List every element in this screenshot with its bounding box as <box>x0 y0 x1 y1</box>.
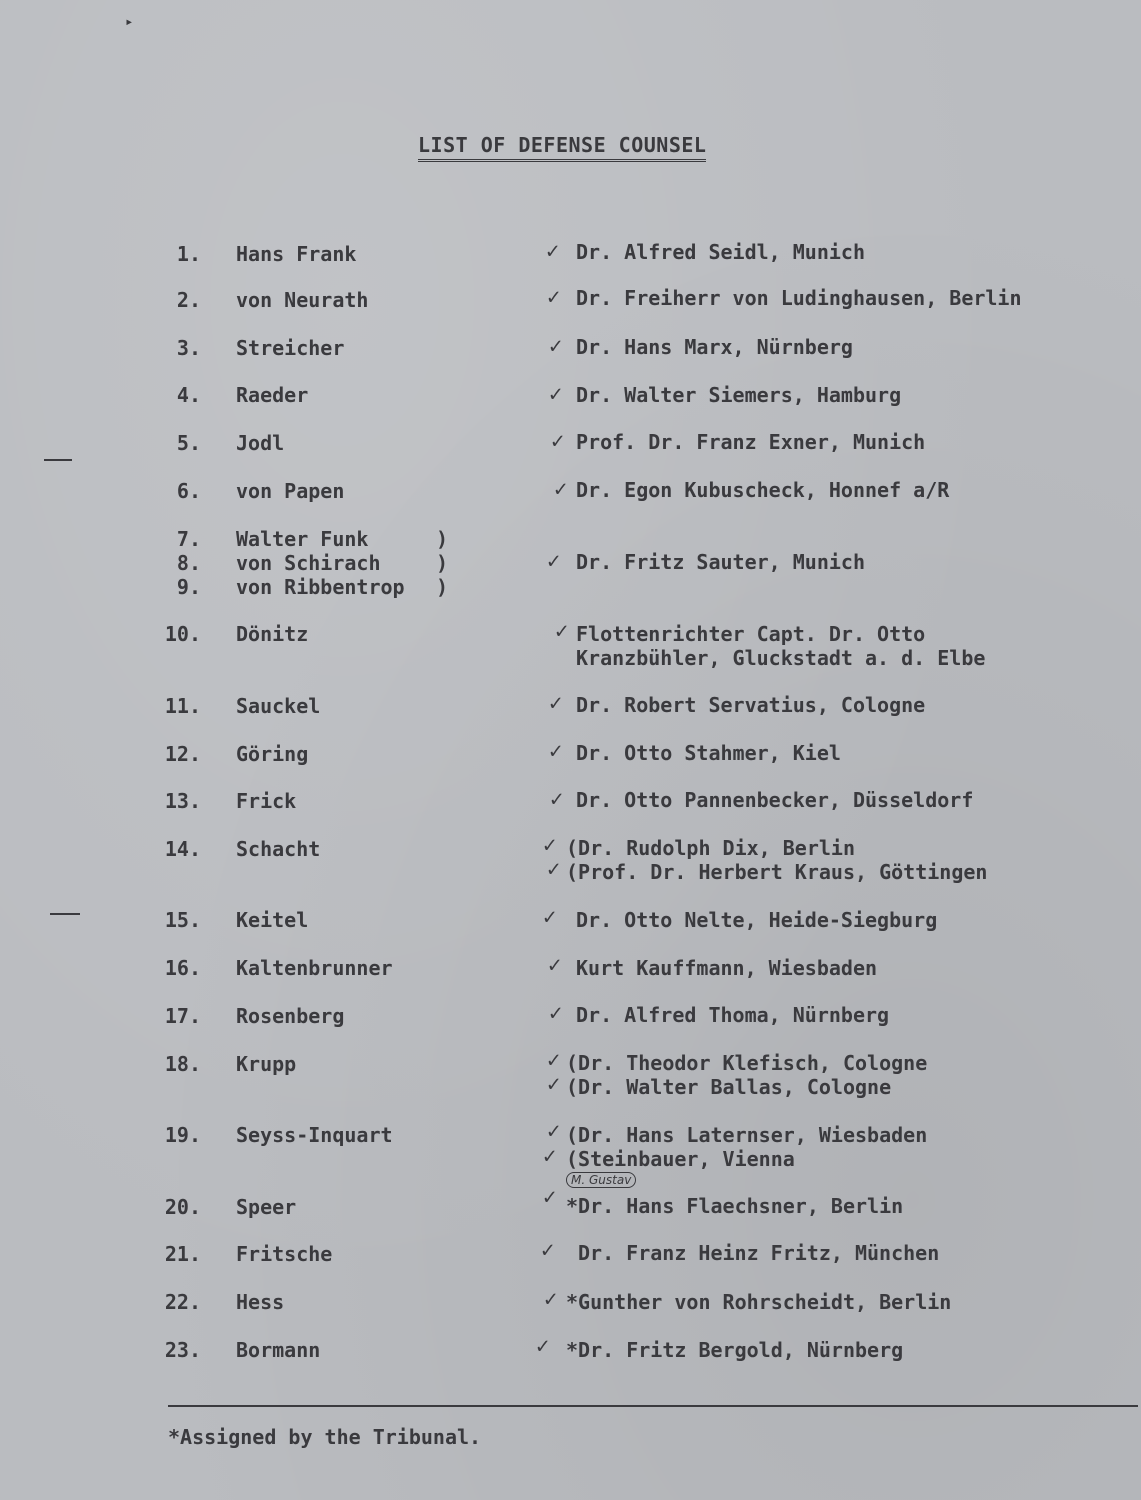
entry-counsel: Dr. Egon Kubuscheck, Honnef a/R <box>576 478 950 502</box>
entry-defendant: Seyss-Inquart <box>236 1123 393 1147</box>
entry-defendant: Schacht <box>236 837 321 861</box>
entry-counsel: Prof. Dr. Franz Exner, Munich <box>576 430 926 454</box>
check-mark-icon: ✓ <box>547 1119 561 1144</box>
entry-number: 4. <box>176 383 201 407</box>
entry-counsel: Dr. Freiherr von Ludinghausen, Berlin <box>576 286 1022 310</box>
entry-counsel: (Dr. Theodor Klefisch, Cologne <box>566 1051 928 1075</box>
entry-defendant: von Neurath <box>236 288 369 312</box>
bracket: ) <box>436 575 449 599</box>
entry-counsel: Dr. Otto Pannenbecker, Düsseldorf <box>576 788 974 812</box>
entry-number: 8. <box>176 551 201 575</box>
check-mark-icon: ✓ <box>547 1048 561 1073</box>
entry-counsel-line2: (Steinbauer, Vienna <box>566 1147 795 1171</box>
entry-number: 22. <box>164 1290 201 1314</box>
entry-counsel: Dr. Alfred Thoma, Nürnberg <box>576 1003 890 1027</box>
entry-counsel: Dr. Walter Siemers, Hamburg <box>576 383 902 407</box>
check-mark-icon: ✓ <box>547 549 561 574</box>
entry-number: 23. <box>164 1338 201 1362</box>
entry-counsel-line2: Kranzbühler, Gluckstadt a. d. Elbe <box>576 646 986 670</box>
entry-counsel: Dr. Alfred Seidl, Munich <box>576 240 865 264</box>
entry-counsel: *Dr. Hans Flaechsner, Berlin <box>566 1194 904 1218</box>
check-mark-icon: ✓ <box>544 1287 558 1312</box>
check-mark-icon: ✓ <box>550 787 564 812</box>
check-mark-icon: ✓ <box>543 905 557 930</box>
document-title: LIST OF DEFENSE COUNSEL <box>418 133 706 162</box>
entry-counsel: (Dr. Hans Laternser, Wiesbaden <box>566 1123 928 1147</box>
footnote: *Assigned by the Tribunal. <box>168 1425 482 1449</box>
entry-number: 13. <box>164 789 201 813</box>
check-mark-icon: ✓ <box>541 1238 555 1263</box>
entry-counsel-line2: (Dr. Walter Ballas, Cologne <box>566 1075 892 1099</box>
entry-counsel: *Dr. Fritz Bergold, Nürnberg <box>566 1338 904 1362</box>
margin-mark <box>50 913 80 915</box>
entry-defendant: Kaltenbrunner <box>236 956 393 980</box>
check-mark-icon: ✓ <box>549 334 563 359</box>
entry-counsel: Dr. Hans Marx, Nürnberg <box>576 335 853 359</box>
entry-counsel: Kurt Kauffmann, Wiesbaden <box>576 956 878 980</box>
check-mark-icon: ✓ <box>549 691 563 716</box>
entry-counsel-line2: (Prof. Dr. Herbert Kraus, Göttingen <box>566 860 988 884</box>
entry-defendant: Fritsche <box>236 1242 333 1266</box>
entry-number: 7. <box>176 527 201 551</box>
entry-number: 11. <box>164 694 201 718</box>
entry-defendant: Raeder <box>236 383 309 407</box>
entry-defendant: Streicher <box>236 336 345 360</box>
check-mark-icon: ✓ <box>554 477 568 502</box>
entry-number: 15. <box>164 908 201 932</box>
entry-counsel: (Dr. Rudolph Dix, Berlin <box>566 836 855 860</box>
check-mark-icon: ✓ <box>549 382 563 407</box>
entry-number: 1. <box>176 242 201 266</box>
check-mark-icon: ✓ <box>547 1072 561 1097</box>
entry-defendant: Hess <box>236 1290 285 1314</box>
entry-number: 20. <box>164 1195 201 1219</box>
entry-number: 3. <box>176 336 201 360</box>
entry-counsel: Dr. Otto Stahmer, Kiel <box>576 741 841 765</box>
entry-defendant: Speer <box>236 1195 297 1219</box>
entry-defendant: von Ribbentrop <box>236 575 405 599</box>
entry-counsel: Dr. Robert Servatius, Cologne <box>576 693 926 717</box>
entry-number: 6. <box>176 479 201 503</box>
entry-defendant: Keitel <box>236 908 309 932</box>
check-mark-icon: ✓ <box>546 239 560 264</box>
entry-number: 14. <box>164 837 201 861</box>
entry-number: 16. <box>164 956 201 980</box>
check-mark-icon: ✓ <box>536 1334 550 1359</box>
check-mark-icon: ✓ <box>547 285 561 310</box>
entry-defendant: Hans Frank <box>236 242 357 266</box>
entry-defendant: Frick <box>236 789 297 813</box>
entry-counsel: Dr. Fritz Sauter, Munich <box>576 550 865 574</box>
entry-defendant: von Schirach <box>236 551 381 575</box>
check-mark-icon: ✓ <box>549 1001 563 1026</box>
entry-defendant: Sauckel <box>236 694 321 718</box>
entry-counsel: Dr. Otto Nelte, Heide-Siegburg <box>576 908 938 932</box>
entry-defendant: Jodl <box>236 431 285 455</box>
corner-mark: ▸ <box>125 14 134 30</box>
bracket: ) <box>436 551 449 575</box>
entry-number: 18. <box>164 1052 201 1076</box>
check-mark-icon: ✓ <box>549 739 563 764</box>
check-mark-icon: ✓ <box>547 857 561 882</box>
entry-number: 5. <box>176 431 201 455</box>
entry-number: 9. <box>176 575 201 599</box>
entry-defendant: Bormann <box>236 1338 321 1362</box>
bracket: ) <box>436 527 449 551</box>
footnote-rule <box>168 1405 1138 1407</box>
check-mark-icon: ✓ <box>551 429 565 454</box>
entry-number: 19. <box>164 1123 201 1147</box>
entry-defendant: Krupp <box>236 1052 297 1076</box>
entry-number: 17. <box>164 1004 201 1028</box>
check-mark-icon: ✓ <box>543 1144 557 1169</box>
check-mark-icon: ✓ <box>543 1185 557 1210</box>
handwritten-note: M. Gustav <box>566 1172 636 1188</box>
check-mark-icon: ✓ <box>555 619 569 644</box>
entry-number: 21. <box>164 1242 201 1266</box>
entry-defendant: Rosenberg <box>236 1004 345 1028</box>
entry-counsel: Dr. Franz Heinz Fritz, München <box>578 1241 940 1265</box>
entry-defendant: Walter Funk <box>236 527 369 551</box>
margin-mark <box>44 459 72 461</box>
entry-defendant: von Papen <box>236 479 345 503</box>
entry-counsel: *Gunther von Rohrscheidt, Berlin <box>566 1290 952 1314</box>
entry-counsel: Flottenrichter Capt. Dr. Otto <box>576 622 926 646</box>
entry-defendant: Dönitz <box>236 622 309 646</box>
entry-number: 12. <box>164 742 201 766</box>
check-mark-icon: ✓ <box>548 953 562 978</box>
entry-defendant: Göring <box>236 742 309 766</box>
entry-number: 2. <box>176 288 201 312</box>
check-mark-icon: ✓ <box>543 833 557 858</box>
entry-number: 10. <box>164 622 201 646</box>
